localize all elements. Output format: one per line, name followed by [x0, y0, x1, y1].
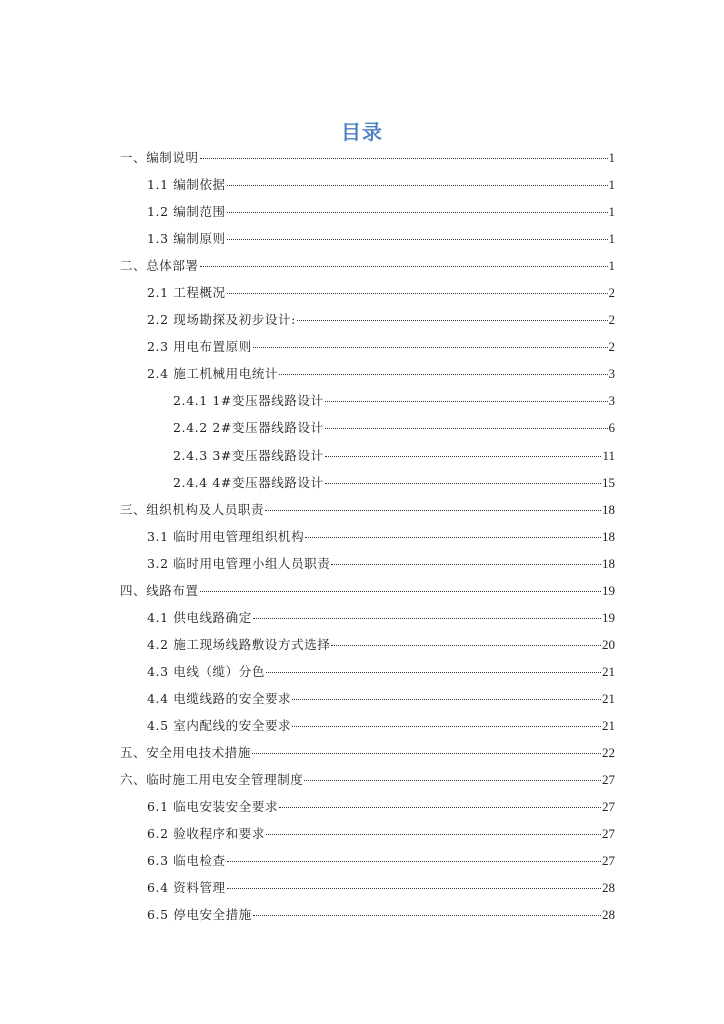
toc-entry[interactable] — [120, 635, 615, 662]
toc-entry[interactable] — [120, 473, 615, 500]
toc-entry[interactable] — [120, 418, 615, 445]
toc-entry[interactable] — [120, 797, 615, 824]
dot-leader — [253, 618, 601, 619]
dot-leader — [227, 293, 608, 294]
toc-entry[interactable] — [120, 689, 615, 716]
dot-leader — [279, 374, 607, 375]
dot-leader — [227, 185, 608, 186]
toc-entry[interactable] — [120, 337, 615, 364]
toc-entry-page: 1 — [608, 258, 615, 274]
toc-entry[interactable] — [120, 554, 615, 581]
dot-leader — [331, 564, 601, 565]
toc-entry-label: 2.4 施工机械用电统计 — [147, 366, 279, 382]
dot-leader — [325, 401, 608, 402]
dot-leader — [304, 780, 601, 781]
toc-entry-label: 2.1 工程概况 — [147, 285, 226, 301]
toc-entry-page: 3 — [608, 366, 615, 382]
toc-entry[interactable] — [120, 500, 615, 527]
toc-entry-label: 6.3 临电检查 — [147, 853, 226, 869]
toc-entry-page: 21 — [602, 663, 615, 679]
toc-entry-label: 2.4.4 4#变压器线路设计 — [173, 474, 324, 490]
toc-entry-page: 18 — [602, 528, 615, 544]
toc-entry[interactable] — [120, 743, 615, 770]
toc-entry[interactable] — [120, 851, 615, 878]
toc-entry-page: 15 — [602, 474, 615, 490]
toc-entry-label: 6.4 资料管理 — [147, 880, 226, 896]
toc-entry[interactable] — [120, 878, 615, 905]
dot-leader — [325, 483, 601, 484]
toc-entry[interactable] — [120, 391, 615, 418]
dot-leader — [279, 807, 601, 808]
toc-entry-label: 4.2 施工现场线路敷设方式选择 — [147, 636, 331, 652]
toc-entry-page: 20 — [602, 636, 615, 652]
toc-entry-page: 1 — [608, 204, 615, 220]
dot-leader — [252, 753, 601, 754]
toc-entry-label: 6.1 临电安装安全要求 — [147, 799, 279, 815]
toc-entry[interactable] — [120, 364, 615, 391]
toc-entry-label: 6.2 验收程序和要求 — [147, 826, 265, 842]
toc-entry-label: 五、安全用电技术措施 — [120, 745, 252, 761]
toc-entry[interactable] — [120, 310, 615, 337]
dot-leader — [292, 726, 601, 727]
dot-leader — [325, 428, 608, 429]
toc-entry[interactable] — [120, 229, 615, 256]
toc-entry-label: 三、组织机构及人员职责 — [120, 501, 265, 517]
toc-entry[interactable] — [120, 662, 615, 689]
toc-entry[interactable] — [120, 716, 615, 743]
toc-entry-page: 21 — [602, 690, 615, 706]
toc-entry-label: 3.2 临时用电管理小组人员职责 — [147, 555, 331, 571]
toc-entry[interactable] — [120, 581, 615, 608]
toc-entry[interactable] — [120, 202, 615, 229]
toc-entry-page: 18 — [602, 555, 615, 571]
toc-entry-label: 1.3 编制原则 — [147, 231, 226, 247]
dot-leader — [227, 888, 601, 889]
toc-entry-page: 22 — [602, 745, 615, 761]
dot-leader — [227, 861, 601, 862]
toc-entry-label: 四、线路布置 — [120, 582, 199, 598]
toc-entry-page: 3 — [608, 393, 615, 409]
toc-entry-page: 28 — [602, 880, 615, 896]
toc-entry[interactable] — [120, 283, 615, 310]
dot-leader — [265, 510, 601, 511]
dot-leader — [227, 212, 608, 213]
toc-entry[interactable] — [120, 256, 615, 283]
dot-leader — [331, 645, 601, 646]
toc-entry-page: 1 — [608, 231, 615, 247]
dot-leader — [253, 347, 608, 348]
toc-entry[interactable] — [120, 770, 615, 797]
toc-entry-label: 1.1 编制依据 — [147, 177, 226, 193]
toc-entry-page: 19 — [602, 582, 615, 598]
dot-leader — [325, 456, 602, 457]
toc-entry-page: 2 — [608, 339, 615, 355]
dot-leader — [200, 266, 608, 267]
toc-entry[interactable] — [120, 608, 615, 635]
toc-entry[interactable] — [120, 824, 615, 851]
toc-entry-label: 4.4 电缆线路的安全要求 — [147, 690, 292, 706]
toc-entry-page: 28 — [602, 907, 615, 923]
toc-entry[interactable] — [120, 446, 615, 473]
toc-entry-label: 4.1 供电线路确定 — [147, 609, 252, 625]
dot-leader — [227, 239, 608, 240]
toc-entry-page: 19 — [602, 609, 615, 625]
dot-leader — [266, 834, 601, 835]
toc-entry[interactable] — [120, 148, 615, 175]
toc-entry-page: 21 — [602, 717, 615, 733]
toc-entry-page: 11 — [602, 447, 615, 463]
toc-entry-page: 1 — [608, 177, 615, 193]
toc-entry-page: 6 — [608, 420, 615, 436]
toc-entry-label: 六、临时施工用电安全管理制度 — [120, 772, 304, 788]
toc-entry-label: 2.4.2 2#变压器线路设计 — [173, 420, 324, 436]
dot-leader — [253, 915, 601, 916]
toc-entry[interactable] — [120, 175, 615, 202]
toc-entry-label: 6.5 停电安全措施 — [147, 907, 252, 923]
dot-leader — [305, 537, 601, 538]
toc-entry[interactable] — [120, 527, 615, 554]
dot-leader — [200, 158, 608, 159]
toc-entry-page: 27 — [602, 772, 615, 788]
toc-entry-label: 4.5 室内配线的安全要求 — [147, 717, 292, 733]
toc-entry[interactable] — [120, 905, 615, 932]
dot-leader — [292, 699, 601, 700]
table-of-contents — [120, 148, 615, 932]
dot-leader — [297, 320, 608, 321]
dot-leader — [266, 672, 601, 673]
dot-leader — [200, 591, 601, 592]
toc-entry-page: 2 — [608, 312, 615, 328]
toc-title: 目录 — [341, 120, 383, 144]
toc-entry-label: 一、编制说明 — [120, 150, 199, 165]
toc-entry-label: 二、总体部署 — [120, 258, 199, 274]
toc-entry-label: 2.4.3 3#变压器线路设计 — [173, 447, 324, 463]
toc-entry-page: 27 — [602, 826, 615, 842]
toc-entry-page: 2 — [608, 285, 615, 301]
toc-entry-label: 2.3 用电布置原则 — [147, 339, 252, 355]
toc-entry-label: 3.1 临时用电管理组织机构 — [147, 528, 305, 544]
toc-entry-page: 1 — [608, 150, 615, 165]
toc-entry-page: 27 — [602, 853, 615, 869]
toc-entry-label: 2.2 现场勘探及初步设计: — [147, 312, 296, 328]
toc-entry-page: 18 — [602, 501, 615, 517]
toc-entry-label: 4.3 电线（缆）分色 — [147, 663, 265, 679]
toc-entry-label: 2.4.1 1#变压器线路设计 — [173, 393, 324, 409]
toc-entry-label: 1.2 编制范围 — [147, 204, 226, 220]
toc-entry-page: 27 — [602, 799, 615, 815]
